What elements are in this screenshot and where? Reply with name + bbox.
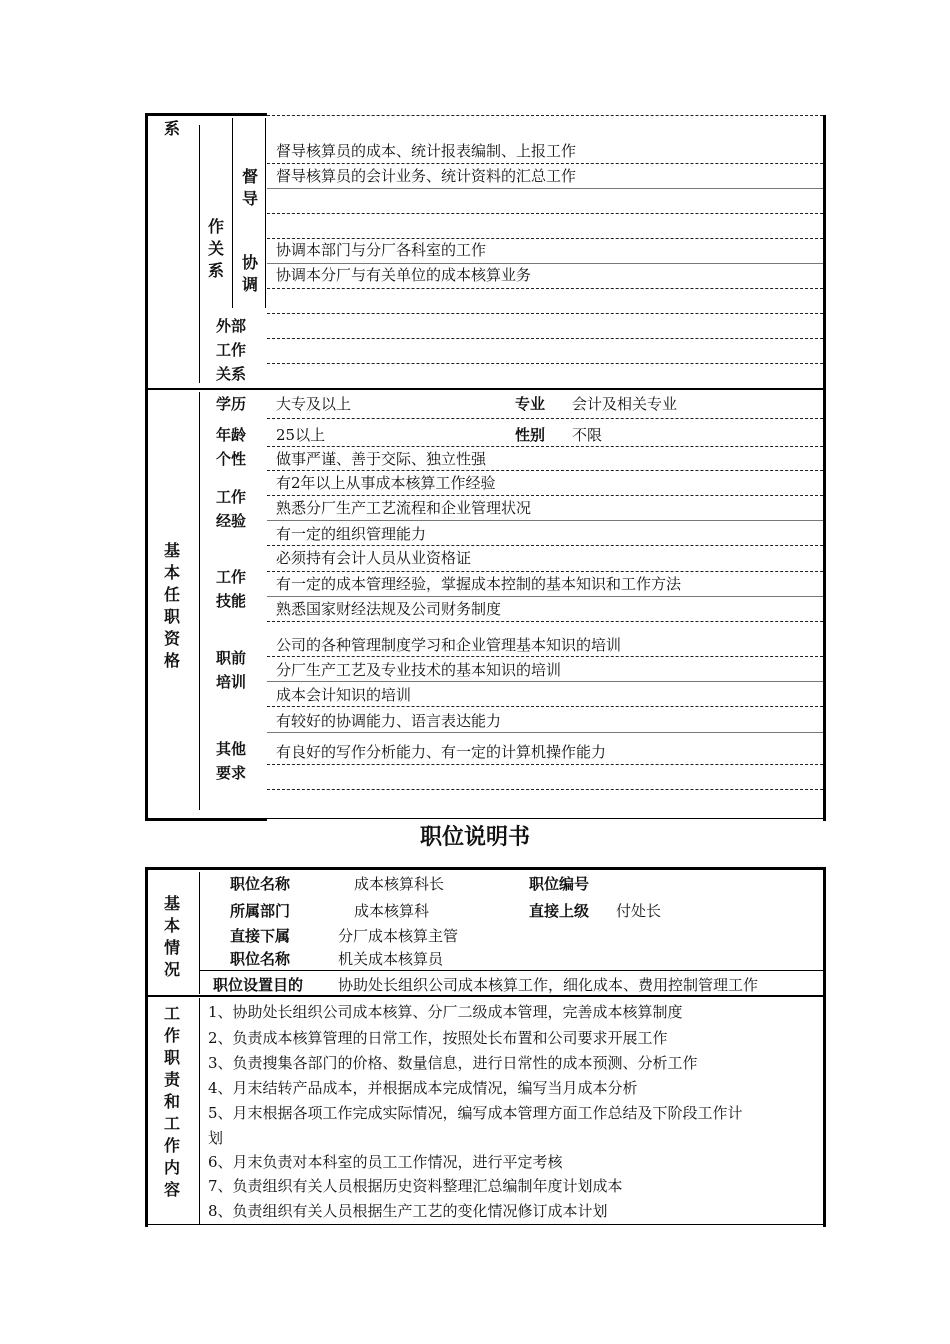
gender-value: 不限	[572, 426, 603, 444]
age-value: 25以上	[276, 426, 326, 444]
internal-relations-label: 作关系	[207, 217, 224, 280]
training-item: 公司的各种管理制度学习和企业管理基本知识的培训	[276, 636, 622, 654]
duty-item: 7、负责组织有关人员根据历史资料整理汇总编制年度计划成本	[208, 1177, 623, 1195]
dept-label: 所属部门	[230, 902, 291, 920]
coordinate-item: 协调本分厂与有关单位的成本核算业务	[276, 266, 532, 284]
dept-value: 成本核算科	[354, 902, 430, 920]
qualifications-side-label: 基本任职资格	[163, 541, 180, 670]
education-value: 大专及以上	[276, 395, 352, 413]
skills-item: 有一定的成本管理经验，掌握成本控制的基本知识和工作方法	[276, 575, 682, 593]
experience-label: 工作	[216, 488, 247, 506]
duties-side-label: 工作职责和工作内容	[163, 1004, 180, 1199]
supervise-label: 督导	[241, 167, 258, 208]
section-side-label: 系	[163, 119, 180, 138]
duty-item: 3、负责搜集各部门的价格、数量信息，进行日常性的成本预测、分析工作	[208, 1054, 698, 1072]
training-item: 成本会计知识的培训	[276, 686, 412, 704]
duty-item: 5、月末根据各项工作完成实际情况，编写成本管理方面工作总结及下阶段工作计	[208, 1104, 743, 1122]
subordinate-value: 分厂成本核算主管	[338, 927, 459, 945]
experience-label: 经验	[216, 512, 247, 530]
personality-value: 做事严谨、善于交际、独立性强	[276, 450, 487, 468]
position-name-label: 职位名称	[230, 875, 291, 893]
position-name-value: 成本核算科长	[354, 875, 445, 893]
other-item: 有较好的协调能力、语言表达能力	[276, 712, 502, 730]
duty-item: 2、负责成本核算管理的日常工作，按照处长布置和公司要求开展工作	[208, 1029, 668, 1047]
age-label: 年龄	[216, 426, 247, 444]
gender-label: 性别	[515, 426, 546, 444]
experience-item: 有一定的组织管理能力	[276, 525, 427, 543]
position-name2-value: 机关成本核算员	[338, 950, 444, 968]
experience-item: 熟悉分厂生产工艺流程和企业管理状况	[276, 499, 532, 517]
position-name2-label: 职位名称	[230, 950, 291, 968]
subordinate-label: 直接下属	[230, 927, 291, 945]
skills-label: 工作	[216, 568, 247, 586]
coordinate-label: 协调	[241, 253, 258, 294]
external-label-2: 工作	[216, 341, 247, 359]
education-label: 学历	[216, 395, 247, 413]
personality-label: 个性	[216, 450, 247, 468]
training-label: 职前	[216, 649, 247, 667]
coordinate-item: 协调本部门与分厂各科室的工作	[276, 241, 487, 259]
purpose-value: 协助处长组织公司成本核算工作，细化成本、费用控制管理工作	[338, 976, 759, 994]
basic-info-side-label: 基本情况	[163, 894, 180, 979]
page-title: 职位说明书	[419, 825, 530, 850]
training-label: 培训	[216, 673, 247, 691]
major-value: 会计及相关专业	[572, 395, 678, 413]
duty-item: 划	[208, 1129, 224, 1147]
duty-item: 1、协助处长组织公司成本核算、分厂二级成本管理，完善成本核算制度	[208, 1003, 683, 1021]
supervise-item: 督导核算员的会计业务、统计资料的汇总工作	[276, 167, 577, 185]
external-label-1: 外部	[216, 317, 247, 335]
position-no-label: 职位编号	[529, 875, 590, 893]
training-item: 分厂生产工艺及专业技术的基本知识的培训	[276, 661, 562, 679]
external-label-3: 关系	[216, 365, 247, 383]
other-label: 其他	[216, 740, 247, 758]
purpose-label: 职位设置目的	[213, 976, 304, 994]
skills-item: 必须持有会计人员从业资格证	[276, 549, 472, 567]
supervise-item: 督导核算员的成本、统计报表编制、上报工作	[276, 142, 577, 160]
superior-label: 直接上级	[529, 902, 590, 920]
major-label: 专业	[515, 395, 546, 413]
other-label: 要求	[216, 764, 247, 782]
duty-item: 4、月末结转产品成本，并根据成本完成情况，编写当月成本分析	[208, 1079, 638, 1097]
skills-label: 技能	[216, 592, 247, 610]
superior-value: 付处长	[616, 902, 662, 920]
experience-item: 有2年以上从事成本核算工作经验	[276, 474, 496, 492]
duty-item: 6、月末负责对本科室的员工工作情况，进行平定考核	[208, 1153, 563, 1171]
duty-item: 8、负责组织有关人员根据生产工艺的变化情况修订成本计划	[208, 1202, 608, 1220]
skills-item: 熟悉国家财经法规及公司财务制度	[276, 600, 502, 618]
other-item: 有良好的写作分析能力、有一定的计算机操作能力	[276, 743, 607, 761]
